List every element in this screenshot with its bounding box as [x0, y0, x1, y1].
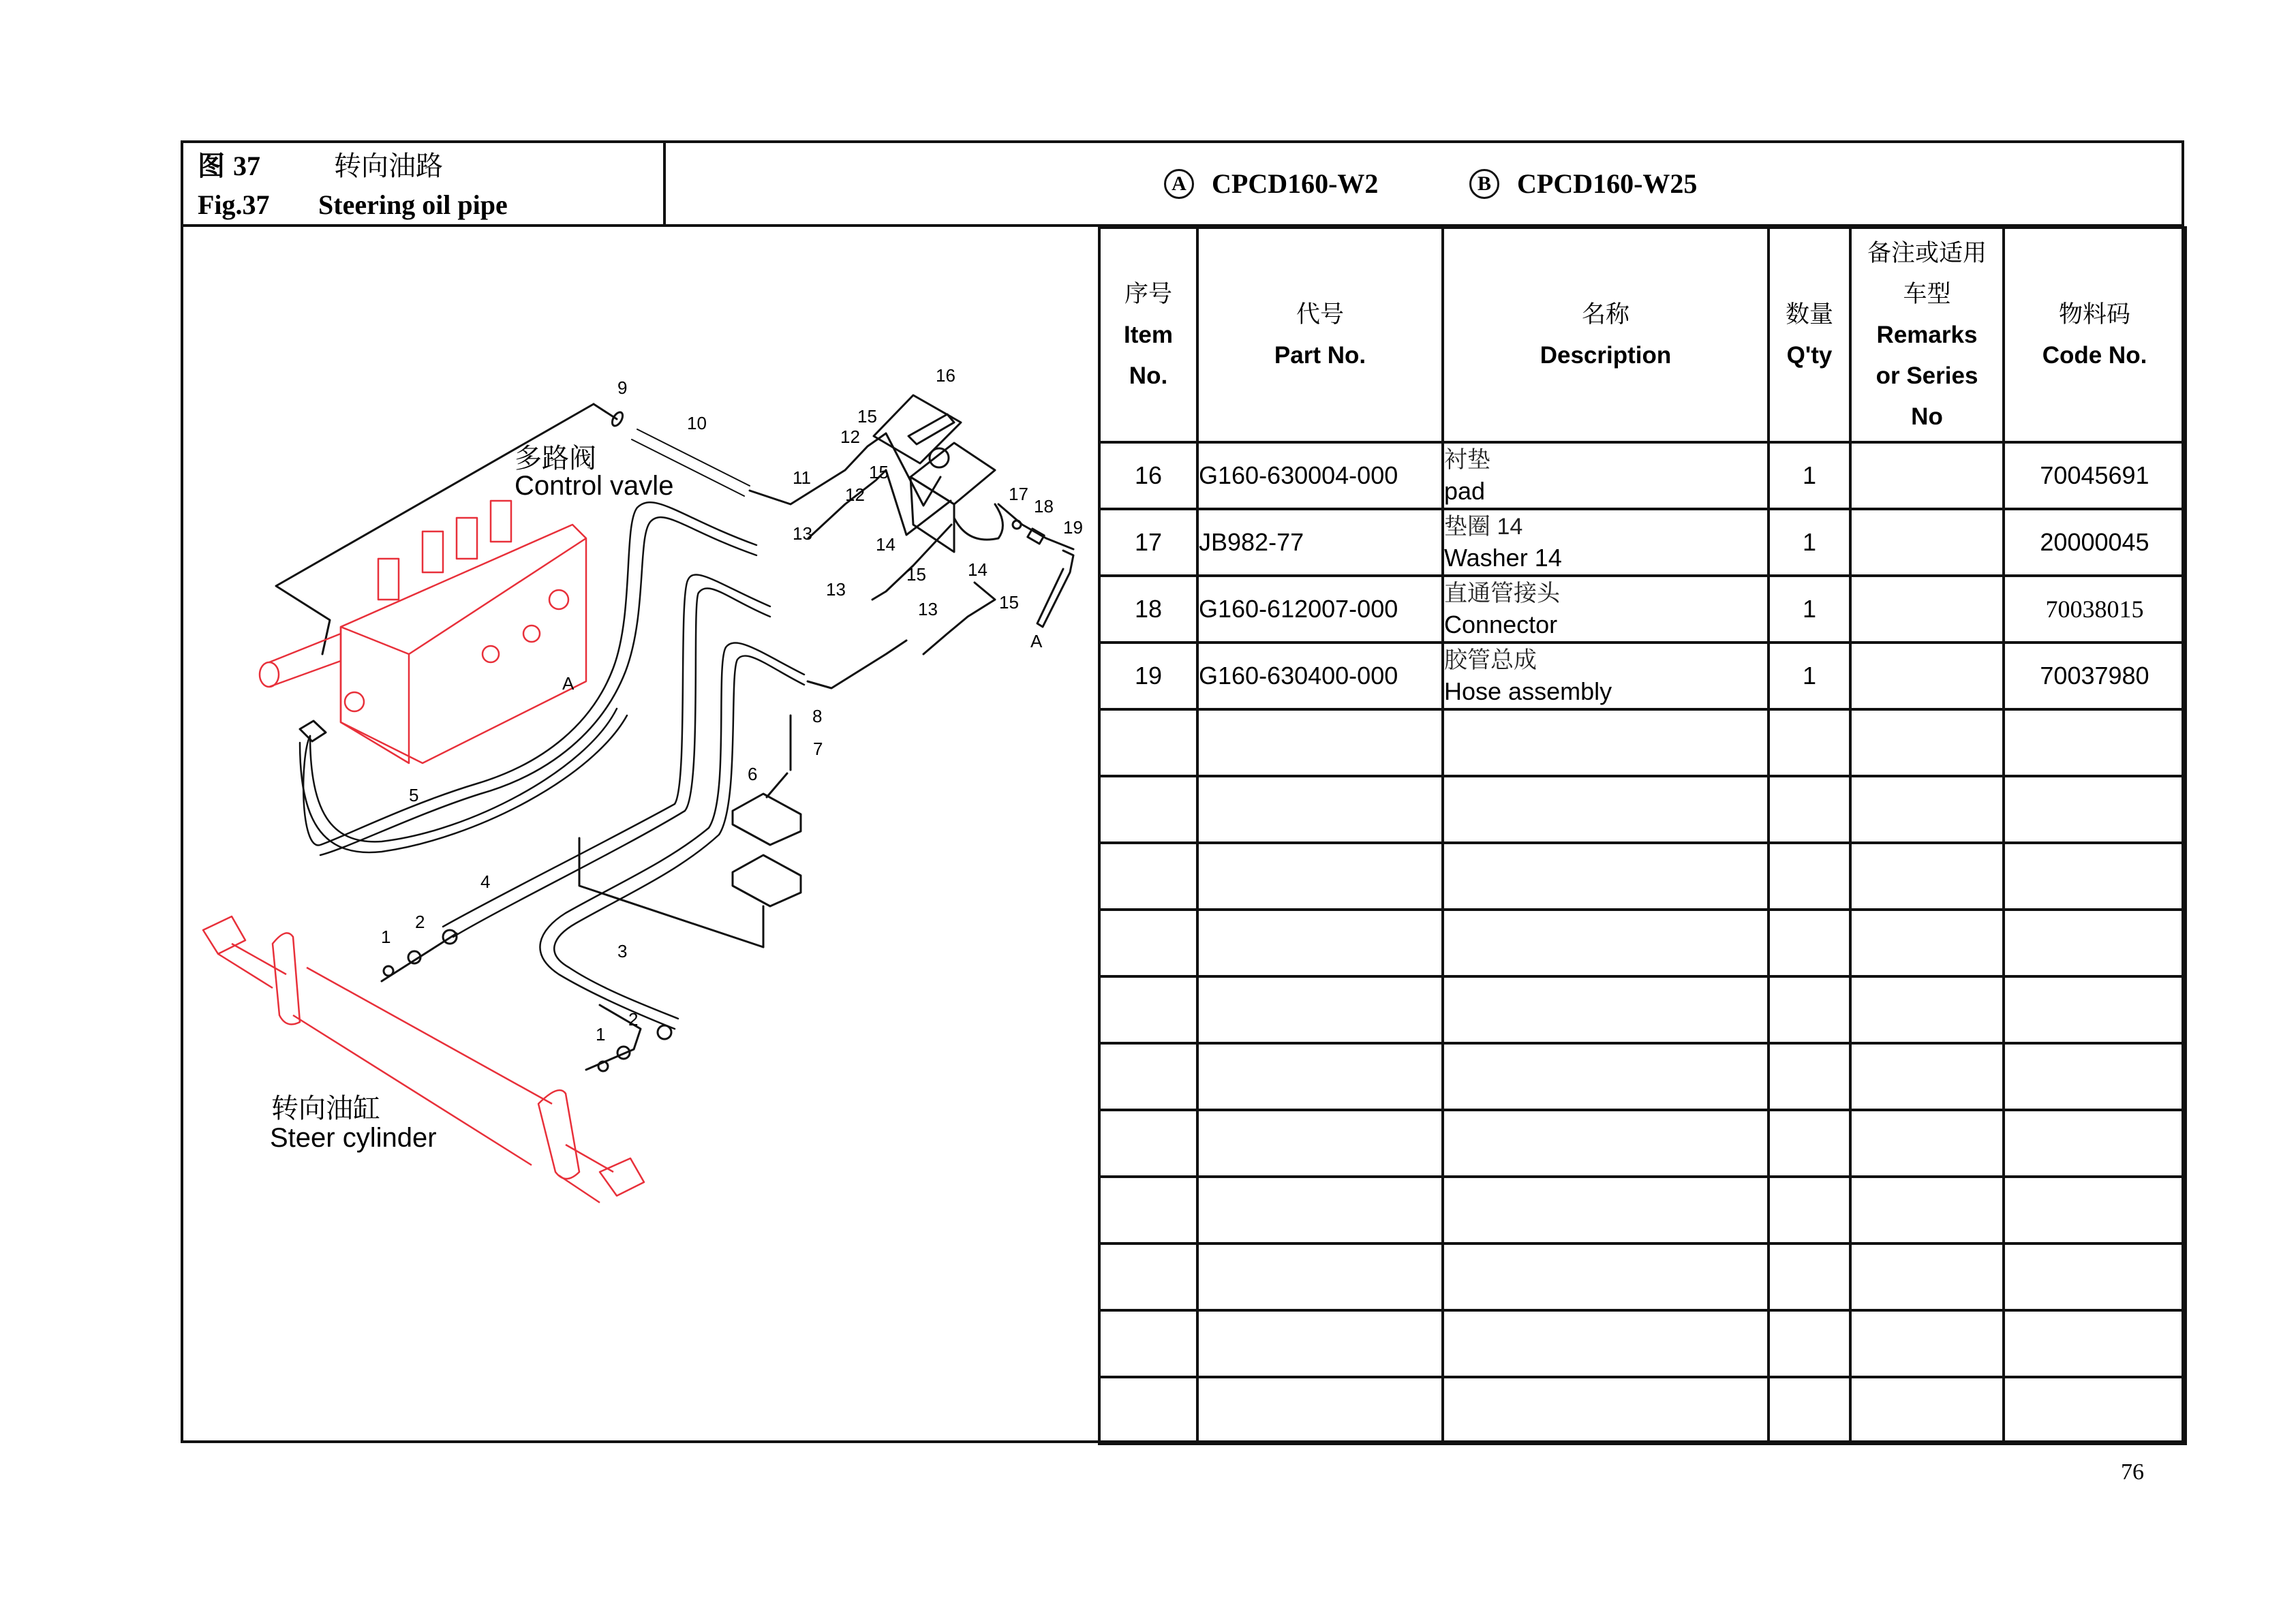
table-header-row — [1099, 228, 2186, 442]
table-row-empty — [1099, 776, 2186, 843]
empty-cell — [1099, 1043, 1197, 1110]
empty-cell — [1099, 709, 1197, 776]
empty-cell — [1099, 1110, 1197, 1177]
callout-15d: 15 — [999, 592, 1019, 613]
callout-1b: 1 — [596, 1024, 606, 1045]
empty-cell — [1197, 1177, 1443, 1243]
empty-cell — [1850, 1377, 2004, 1444]
remarks — [1850, 442, 2004, 509]
empty-cell — [2004, 1043, 2186, 1110]
empty-rows — [1099, 709, 2186, 1444]
control-valve-label-cn: 多路阀 — [515, 444, 596, 474]
empty-cell — [1769, 1377, 1850, 1444]
empty-cell — [2004, 1243, 2186, 1310]
callout-a-valve: A — [562, 673, 575, 694]
callout-7: 7 — [813, 739, 823, 759]
model-a-name: CPCD160-W2 — [1212, 168, 1379, 199]
callout-16: 16 — [936, 365, 955, 386]
callout-18: 18 — [1034, 496, 1054, 516]
part-no: JB982-77 — [1197, 509, 1443, 576]
callout-15b: 15 — [869, 462, 889, 482]
col-qty: 数量 Q'ty — [1769, 228, 1850, 442]
empty-cell — [1769, 976, 1850, 1043]
empty-cell — [1197, 843, 1443, 910]
part-no: G160-630400-000 — [1197, 643, 1443, 709]
callout-a-ref: A — [1030, 631, 1043, 651]
figure-title-cn — [198, 144, 443, 183]
table-row — [1099, 442, 2186, 509]
description: 直通管接头 Connector — [1443, 576, 1769, 643]
parts-table — [1098, 226, 2187, 1445]
empty-cell — [1443, 709, 1769, 776]
part-no: G160-630004-000 — [1197, 442, 1443, 509]
empty-cell — [1099, 843, 1197, 910]
table-row — [1099, 576, 2186, 643]
empty-cell — [1099, 976, 1197, 1043]
circled-b-icon: B — [1469, 169, 1499, 199]
empty-cell — [2004, 1177, 2186, 1243]
empty-cell — [1099, 1177, 1197, 1243]
circled-a-icon: A — [1164, 169, 1194, 199]
empty-cell — [1197, 776, 1443, 843]
empty-cell — [1850, 1243, 2004, 1310]
callout-2a: 2 — [415, 912, 425, 932]
code-no: 70038015 — [2004, 576, 2186, 643]
empty-cell — [1443, 1110, 1769, 1177]
remarks — [1850, 576, 2004, 643]
model-b — [1469, 168, 1697, 200]
callout-14b: 14 — [968, 559, 988, 580]
callout-15a: 15 — [857, 406, 877, 427]
table-row-empty — [1099, 976, 2186, 1043]
col-description: 名称 Description — [1443, 228, 1769, 442]
empty-cell — [1197, 1243, 1443, 1310]
empty-cell — [1197, 1110, 1443, 1177]
empty-cell — [1443, 1043, 1769, 1110]
part-no: G160-612007-000 — [1197, 576, 1443, 643]
table-row-empty — [1099, 1177, 2186, 1243]
empty-cell — [1850, 1310, 2004, 1377]
callout-13c: 13 — [918, 599, 938, 619]
component-outlines — [203, 501, 644, 1203]
item-no: 17 — [1099, 509, 1197, 576]
control-valve-leader — [276, 404, 594, 654]
empty-cell — [2004, 1377, 2186, 1444]
callout-labels — [381, 365, 1083, 1045]
empty-cell — [1197, 709, 1443, 776]
callout-12b: 12 — [845, 484, 865, 505]
qty: 1 — [1769, 643, 1850, 709]
remarks — [1850, 643, 2004, 709]
description: 胶管总成 Hose assembly — [1443, 643, 1769, 709]
exploded-diagram — [183, 227, 1098, 1440]
empty-cell — [1850, 1043, 2004, 1110]
qty: 1 — [1769, 509, 1850, 576]
empty-cell — [1850, 976, 2004, 1043]
empty-cell — [2004, 776, 2186, 843]
empty-cell — [1443, 910, 1769, 976]
description: 衬垫 pad — [1443, 442, 1769, 509]
callout-12a: 12 — [840, 427, 860, 447]
table-row-empty — [1099, 1377, 2186, 1444]
fig-cn-prefix: 图 — [198, 151, 225, 181]
item-no: 19 — [1099, 643, 1197, 709]
empty-cell — [1769, 1110, 1850, 1177]
steer-cylinder-label-cn: 转向油缸 — [271, 1094, 380, 1124]
empty-cell — [1769, 1043, 1850, 1110]
table-row — [1099, 509, 2186, 576]
col-part-no: 代号 Part No. — [1197, 228, 1443, 442]
model-a — [1164, 168, 1378, 200]
empty-cell — [1769, 709, 1850, 776]
fig-number: 37 — [233, 151, 260, 181]
item-no: 16 — [1099, 442, 1197, 509]
code-no: 70037980 — [2004, 643, 2186, 709]
col-code-no: 物料码 Code No. — [2004, 228, 2186, 442]
fig-en-prefix: Fig.37 — [198, 189, 270, 220]
code-no: 70045691 — [2004, 442, 2186, 509]
empty-cell — [1443, 976, 1769, 1043]
empty-cell — [2004, 843, 2186, 910]
empty-cell — [1099, 1377, 1197, 1444]
callout-9: 9 — [617, 377, 628, 398]
empty-cell — [1443, 843, 1769, 910]
empty-cell — [1443, 776, 1769, 843]
models-cell — [666, 140, 2184, 227]
table-row-empty — [1099, 1310, 2186, 1377]
figure-title-en — [198, 189, 508, 221]
control-valve-label-en: Control vavle — [515, 471, 674, 501]
empty-cell — [1850, 709, 2004, 776]
item-no: 18 — [1099, 576, 1197, 643]
table-row-empty — [1099, 910, 2186, 976]
empty-cell — [1099, 776, 1197, 843]
title-cn: 转向油路 — [334, 151, 443, 181]
callout-13a: 13 — [793, 523, 812, 544]
callout-13b: 13 — [826, 579, 846, 600]
callout-8: 8 — [812, 706, 823, 726]
table-row-empty — [1099, 709, 2186, 776]
empty-cell — [1099, 1310, 1197, 1377]
table-row-empty — [1099, 1110, 2186, 1177]
steer-cylinder-label-en: Steer cylinder — [270, 1123, 437, 1153]
empty-cell — [1850, 1177, 2004, 1243]
col-remarks: 备注或适用 车型 Remarks or Series No — [1850, 228, 2004, 442]
page-number: 76 — [2121, 1459, 2144, 1485]
empty-cell — [1443, 1377, 1769, 1444]
empty-cell — [2004, 1310, 2186, 1377]
empty-cell — [1443, 1177, 1769, 1243]
callout-2b: 2 — [628, 1009, 639, 1030]
description: 垫圈 14 Washer 14 — [1443, 509, 1769, 576]
callout-5: 5 — [409, 785, 419, 805]
callout-6: 6 — [748, 764, 758, 784]
empty-cell — [1769, 1243, 1850, 1310]
empty-cell — [1850, 843, 2004, 910]
empty-cell — [1197, 1043, 1443, 1110]
empty-cell — [1197, 976, 1443, 1043]
callout-14a: 14 — [876, 534, 896, 555]
callout-11: 11 — [793, 467, 811, 488]
callout-10: 10 — [687, 413, 707, 433]
table-row-empty — [1099, 1243, 2186, 1310]
table-row-empty — [1099, 843, 2186, 910]
code-no: 20000045 — [2004, 509, 2186, 576]
empty-cell — [1443, 1310, 1769, 1377]
empty-cell — [1850, 910, 2004, 976]
empty-cell — [1850, 1110, 2004, 1177]
empty-cell — [1769, 910, 1850, 976]
empty-cell — [2004, 976, 2186, 1043]
callout-17: 17 — [1009, 484, 1028, 504]
empty-cell — [1850, 776, 2004, 843]
col-item-no: 序号 Item No. — [1099, 228, 1197, 442]
qty: 1 — [1769, 442, 1850, 509]
callout-4: 4 — [480, 871, 491, 892]
empty-cell — [1443, 1243, 1769, 1310]
callout-1a: 1 — [381, 927, 391, 947]
empty-cell — [1769, 776, 1850, 843]
empty-cell — [1197, 1377, 1443, 1444]
remarks — [1850, 509, 2004, 576]
empty-cell — [2004, 1110, 2186, 1177]
callout-15c: 15 — [906, 564, 926, 585]
empty-cell — [1197, 1310, 1443, 1377]
table-row-empty — [1099, 1043, 2186, 1110]
callout-19: 19 — [1063, 517, 1083, 538]
empty-cell — [2004, 709, 2186, 776]
table-row — [1099, 643, 2186, 709]
callout-3: 3 — [617, 941, 628, 961]
empty-cell — [1197, 910, 1443, 976]
empty-cell — [1769, 843, 1850, 910]
empty-cell — [1099, 910, 1197, 976]
title-en: Steering oil pipe — [318, 189, 508, 220]
model-b-name: CPCD160-W25 — [1517, 168, 1698, 199]
empty-cell — [1769, 1310, 1850, 1377]
qty: 1 — [1769, 576, 1850, 643]
empty-cell — [1099, 1243, 1197, 1310]
empty-cell — [1769, 1177, 1850, 1243]
empty-cell — [2004, 910, 2186, 976]
